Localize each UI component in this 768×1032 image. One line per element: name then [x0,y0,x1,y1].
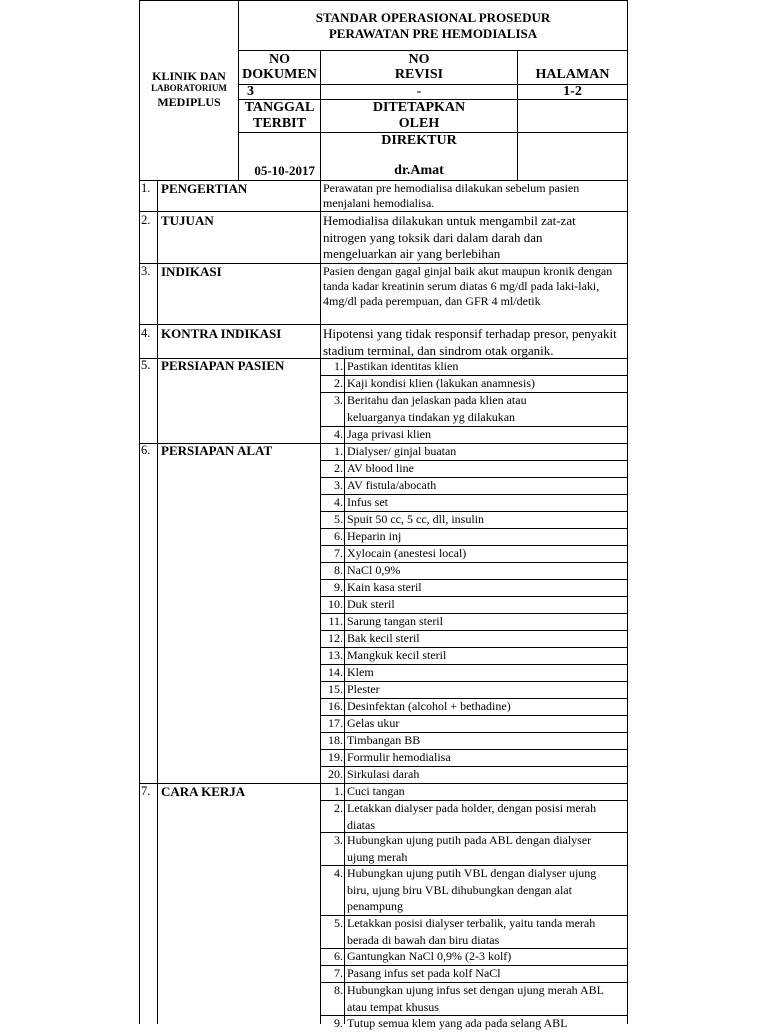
list-item: Klem [347,665,374,679]
ditetapkan-label: DITETAPKAN [372,100,466,115]
list-item-number: 9. [334,1016,343,1030]
section-4-number: 4. [141,326,151,340]
list-item-number: 10. [328,597,343,611]
list-item: NaCl 0,9% [347,563,401,577]
list-item: Gantungkan NaCl 0,9% (2-3 kolf) [347,949,512,963]
list-item: Beritahu dan jelaskan pada klien atau keluarganya tindakan yg dilakukan [347,393,527,424]
section-5-label: PERSIAPAN PASIEN [161,358,285,373]
list-item-number: 19. [328,750,343,764]
list-item: Desinfektan (alcohol + bethadine) [347,699,511,713]
list-item: Hubungkan ujung putih pada ABL dengan dialyser ujung merah [347,833,592,864]
list-item-number: 5. [334,512,343,526]
list-item-number: 2. [334,801,343,815]
section-2-label: TUJUAN [161,213,214,228]
list-item-number: 18. [328,733,343,747]
list-item-number: 13. [328,648,343,662]
list-item: Cuci tangan [347,784,405,798]
list-item: Jaga privasi klien [347,427,431,441]
list-item: Infus set [347,495,388,509]
list-item: Letakkan dialyser pada holder, dengan posisi merah diatas [347,801,597,832]
list-item-number: 4. [334,866,343,880]
tanggal-terbit-value: 05-10-2017 [254,163,315,178]
clinic-name-line1: KLINIK DAN [152,69,226,83]
section-2-number: 2. [141,213,151,227]
list-item-number: 16. [328,699,343,713]
list-item-number: 17. [328,716,343,730]
halaman-label: HALAMAN [535,67,610,82]
list-item: Xylocain (anestesi local) [347,546,467,560]
list-item-number: 1. [334,784,343,798]
list-item: Tutup semua klem yang ada pada selang ABL [347,1016,568,1030]
section-2-text: Hemodialisa dilakukan untuk mengambil zat-zat nitrogen yang toksik dari dalam darah dan mengeluarkan air yang berlebihan [323,213,576,261]
no-dokumen-value: 3 [247,84,254,99]
document-title-line2: PERAWATAN PRE HEMODIALISA [328,26,538,41]
list-item: Kaji kondisi klien (lakukan anamnesis) [347,376,535,390]
list-item: Pastikan identitas klien [347,359,459,373]
list-item: Spuit 50 cc, 5 cc, dll, insulin [347,512,484,526]
list-item: AV fistula/abocath [347,478,437,492]
list-item-number: 8. [334,983,343,997]
section-3-text: Pasien dengan gagal ginjal baik akut maupun kronik dengan tanda kadar kreatinin serum diatas 6 mg/dl pada laki-laki, 4mg/dl pada perempuan, dan GFR 4 ml/detik [323,264,613,308]
tanggal-terbit-label-2: TERBIT [253,116,306,131]
list-item-number: 15. [328,682,343,696]
list-item: Sarung tangan steril [347,614,443,628]
section-7-label: CARA KERJA [161,784,246,799]
clinic-name-line3: MEDIPLUS [157,95,221,109]
list-item: Sirkulasi darah [347,767,420,781]
list-item-number: 4. [334,495,343,509]
halaman-value: 1-2 [563,84,582,99]
list-item-number: 2. [334,376,343,390]
list-item: Timbangan BB [347,733,421,747]
no-dokumen-label: NO [269,52,290,67]
section-6-label: PERSIAPAN ALAT [161,443,273,458]
clinic-name-line2: LABORATORIUM [151,83,227,93]
section-4-text: Hipotensi yang tidak responsif terhadap presor, penyakit stadium terminal, dan sindrom otak organik. [323,326,617,358]
section-1-text: Perawatan pre hemodialisa dilakukan sebelum pasien menjalani hemodialisa. [323,181,580,210]
list-item-number: 9. [334,580,343,594]
list-item-number: 6. [334,949,343,963]
list-item: Hubungkan ujung infus set dengan ujung merah ABL atau tempat khusus [347,983,604,1014]
list-item: Bak kecil steril [347,631,420,645]
section-1-number: 1. [141,181,151,195]
list-item-number: 4. [334,427,343,441]
list-item: Formulir hemodialisa [347,750,451,764]
section-5-number: 5. [141,358,151,372]
list-item: AV blood line [347,461,414,475]
section-4-label: KONTRA INDIKASI [161,326,282,341]
list-item-number: 12. [328,631,343,645]
list-item-number: 7. [334,966,343,980]
no-revisi-label: NO [408,52,430,67]
no-revisi-value: - [416,84,422,99]
list-item: Pasang infus set pada kolf NaCl [347,966,501,980]
list-item-number: 11. [328,614,343,628]
section-3-number: 3. [141,264,151,278]
no-revisi-label-2: REVISI [394,67,444,82]
section-1-label: PENGERTIAN [161,181,248,196]
list-item: Hubungkan ujung putih VBL dengan dialyser ujung biru, ujung biru VBL dihubungkan dengan alat penampung [347,866,597,913]
ditetapkan-label-2: OLEH [398,116,440,131]
list-item: Gelas ukur [347,716,400,730]
section-7-number: 7. [141,784,151,798]
list-item: Letakkan posisi dialyser terbalik, yaitu tanda merah berada di bawah dan biru diatas [347,916,596,947]
tanggal-terbit-label: TANGGAL [244,100,315,115]
list-item-number: 1. [334,359,343,373]
list-item-number: 2. [334,461,343,475]
list-item-number: 3. [334,393,343,407]
list-item: Kain kasa steril [347,580,422,594]
list-item-number: 3. [334,833,343,847]
list-item: Plester [347,682,380,696]
list-item: Duk steril [347,597,395,611]
list-item: Dialyser/ ginjal buatan [347,444,457,458]
list-item-number: 7. [334,546,343,560]
no-dokumen-label-2: DOKUMEN [242,67,317,82]
section-6-number: 6. [141,443,151,457]
list-item-number: 6. [334,529,343,543]
list-item: Mangkuk kecil steril [347,648,447,662]
list-item-number: 5. [334,916,343,930]
list-item-number: 14. [328,665,343,679]
list-item-number: 1. [334,444,343,458]
list-item-number: 20. [328,767,343,781]
list-item-number: 8. [334,563,343,577]
ditetapkan-role: DIREKTUR [381,133,457,148]
list-item: Heparin inj [347,529,402,543]
document-title-line1: STANDAR OPERASIONAL PROSEDUR [315,10,551,25]
ditetapkan-name: dr.Amat [394,163,444,178]
list-item-number: 3. [334,478,343,492]
section-3-label: INDIKASI [161,264,222,279]
